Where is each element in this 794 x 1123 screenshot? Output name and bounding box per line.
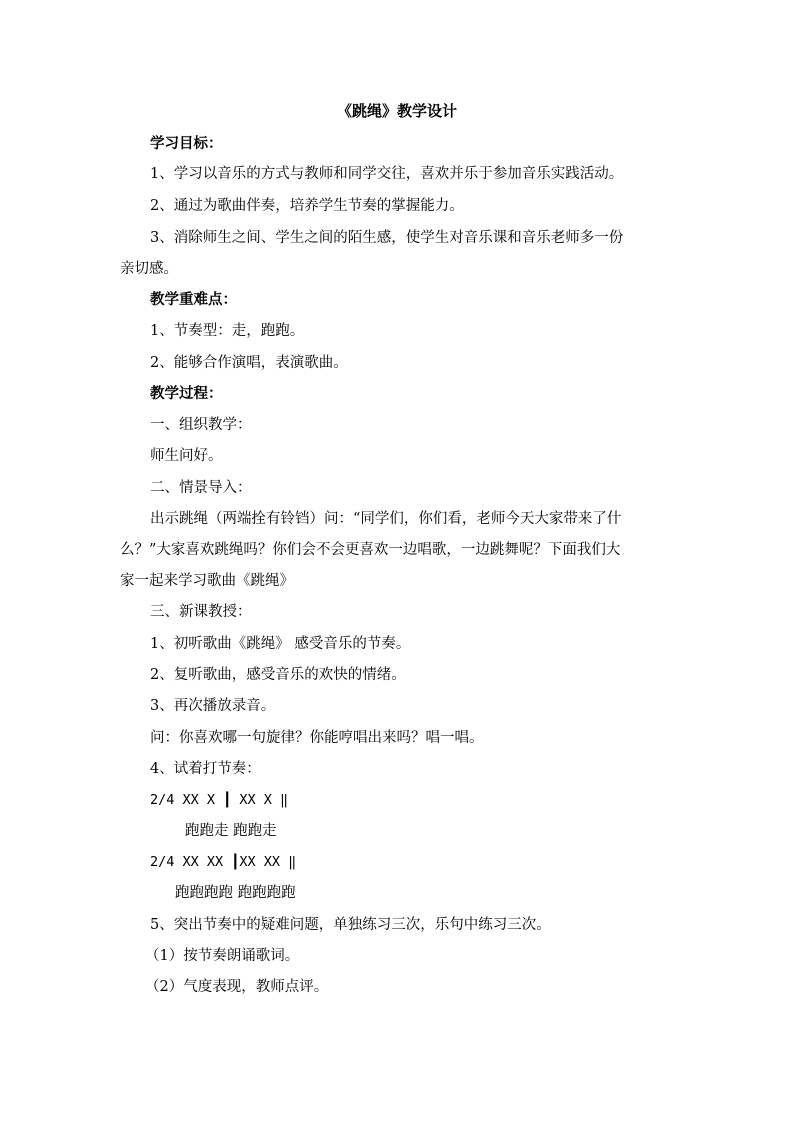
step2-line3: 家一起来学习歌曲《跳绳》 (120, 573, 294, 589)
rhythm-1: 2/4 XX X ┃ XX X ‖ (150, 792, 289, 808)
goal-2: 2、通过为歌曲伴奏，培养学生节奏的掌握能力。 (150, 198, 464, 214)
goal-1: 1、学习以音乐的方式与教师和同学交往，喜欢并乐于参加音乐实践活动。 (150, 166, 624, 182)
step2-line2: 么？”大家喜欢跳绳吗？你们会不会更喜欢一边唱歌，一边跳舞呢？下面我们大 (120, 542, 621, 558)
step1-text: 师生问好。 (150, 448, 223, 464)
sub-item-2: （2）气度表现，教师点评。 (145, 979, 329, 995)
goal-3-line1: 3、消除师生之间、学生之间的陌生感，使学生对音乐课和音乐老师多一份 (150, 230, 624, 246)
goal-3-line2: 亲切感。 (120, 261, 178, 277)
step3-heading: 三、新课教授： (150, 604, 252, 620)
process-heading: 教学过程： (150, 385, 223, 402)
step3-question: 问：你喜欢哪一句旋律？你能哼唱出来吗？唱一唱。 (150, 730, 484, 746)
rhythm-1-words: 跑跑走 跑跑走 (185, 823, 277, 839)
keypoint-2: 2、能够合作演唱，表演歌曲。 (150, 355, 348, 371)
step3-item3: 3、再次播放录音。 (150, 698, 276, 714)
keypoint-1: 1、节奏型：走，跑跑。 (150, 323, 305, 339)
sub-item-1: （1）按节奏朗诵歌词。 (145, 948, 300, 964)
step3-item2: 2、复听歌曲，感受音乐的欢快的情绪。 (150, 667, 406, 683)
rhythm-2-words: 跑跑跑跑 跑跑跑跑 (175, 885, 296, 901)
rhythm-2: 2/4 XX XX ┃XX XX ‖ (150, 854, 297, 870)
step3-item1: 1、初听歌曲《跳绳》 感受音乐的节奏。 (150, 636, 411, 652)
step3-item4: 4、试着打节奏： (150, 761, 261, 777)
step3-item5: 5、突出节奏中的疑难问题，单独练习三次，乐句中练习三次。 (150, 917, 551, 933)
keypoints-heading: 教学重难点： (150, 291, 237, 308)
step2-line1: 出示跳绳（两端拴有铃铛）问：“同学们，你们看，老师今天大家带来了什 (150, 511, 622, 527)
step2-heading: 二、情景导入： (150, 480, 252, 496)
document-title: 《跳绳》教学设计 (336, 102, 457, 120)
goals-heading: 学习目标： (150, 135, 223, 152)
step1-heading: 一、组织教学： (150, 417, 252, 433)
